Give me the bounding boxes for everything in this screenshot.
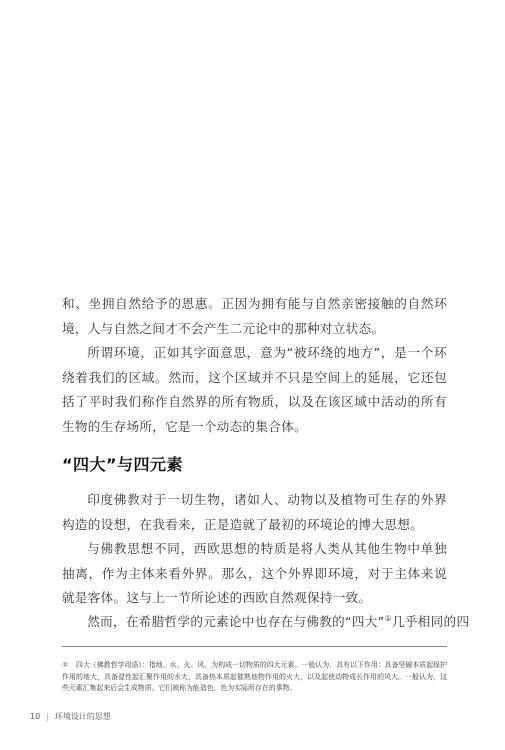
paragraph-western-thought: 与佛教思想不同，西欧思想的特质是将人类从其他生物中单独抽离，作为主体来看外界。那么，这个外界即环境，对于主体来说就是客体。这与上一节所论述的西欧自然观保持一致。 bbox=[62, 541, 447, 605]
footnote-text: 四大（佛教哲学用语）：指地、水、火、风。为构成一切物质的四大元素。一般认为，具有以下作用：具备坚硬本质起保护作用的地大，具备湿性起汇聚作用的水大，具备热本质起催熟他物作用的火大，以及起使动物成长作用的风大。一般认为，这些元素汇集起来后会生成物质。它们被称为能造色，色为实际所存在的事物。 bbox=[62, 661, 447, 692]
section-heading: “四大”与四元素 bbox=[62, 455, 184, 474]
paragraph-continuation: 和、坐拥自然给予的恩惠。正因为拥有能与自然亲密接触的自然环境，人与自然之间才不会产生二元论中的那种对立状态。 bbox=[62, 296, 447, 336]
footnote-marker: ① bbox=[62, 661, 69, 669]
paragraph-greek-elements-text: 然而，在希腊哲学的元素论中也存在与佛教的“四大” bbox=[87, 614, 385, 629]
running-title: 环境设计的思想 bbox=[54, 712, 111, 721]
footnote bbox=[62, 660, 447, 695]
page-number: 10 bbox=[30, 712, 41, 721]
footer-separator: | bbox=[46, 712, 49, 721]
paragraph-greek-elements-text-end: 几乎相同的四 bbox=[391, 614, 470, 629]
footnote-divider bbox=[62, 646, 447, 647]
paragraph-environment-definition: 所谓环境，正如其字面意思，意为“被环绕的地方”，是一个环绕着我们的区域。然而，这个区域并不只是空间上的延展，它还包括了平时我们称作自然界的所有物质，以及在该区域中活动的所有生物的生存场所，它是一个动态的集合体。 bbox=[62, 345, 447, 434]
paragraph-buddhism: 印度佛教对于一切生物，诸如人、动物以及植物可生存的外界构造的设想，在我看来，正是造就了最初的环境论的博大思想。 bbox=[62, 492, 447, 532]
footnote-reference[interactable]: ① bbox=[384, 613, 392, 623]
paragraph-greek-elements bbox=[62, 610, 470, 635]
page-footer bbox=[30, 711, 111, 722]
